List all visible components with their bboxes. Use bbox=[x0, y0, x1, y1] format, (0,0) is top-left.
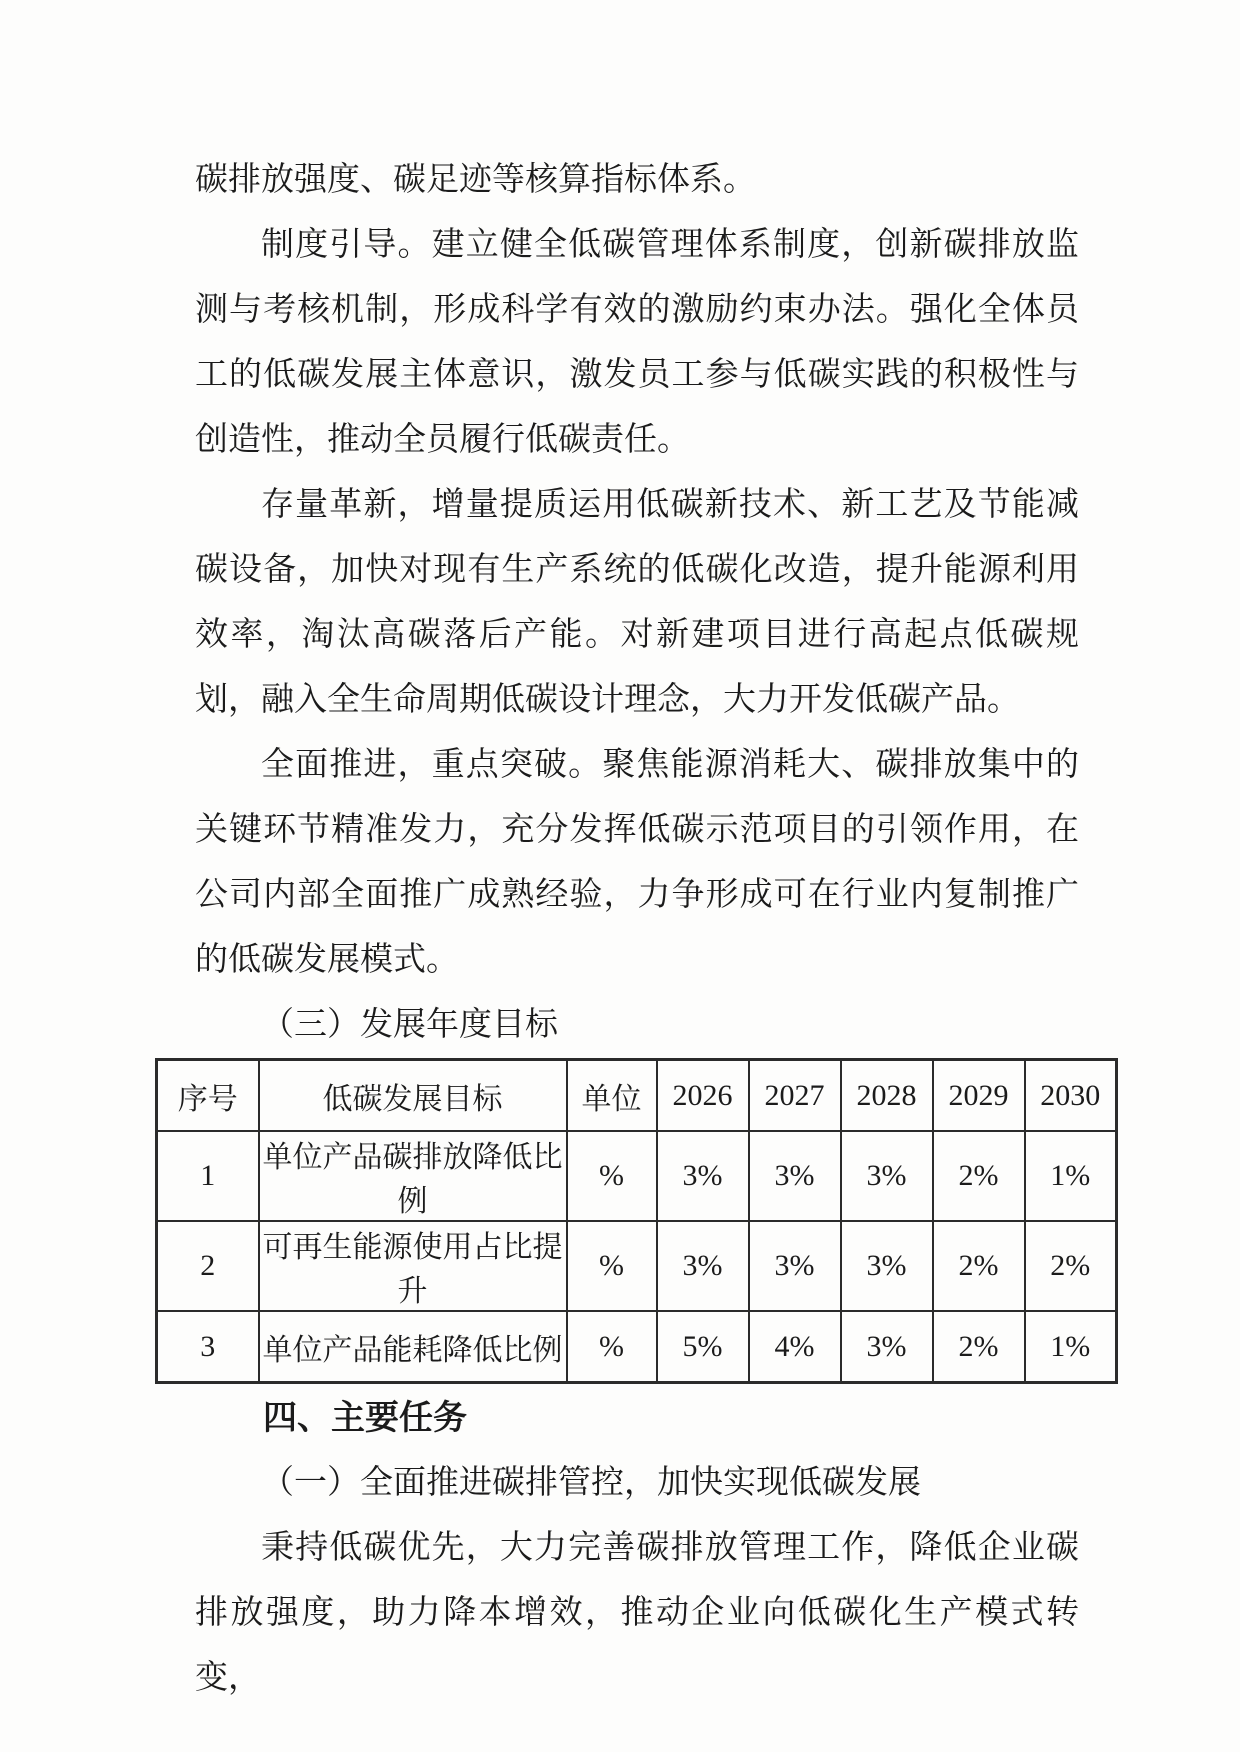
header-cell-2028: 2028 bbox=[841, 1060, 933, 1132]
cell-goal: 可再生能源使用占比提升 bbox=[259, 1221, 567, 1311]
cell-index: 2 bbox=[157, 1221, 259, 1311]
cell-2029: 2% bbox=[933, 1131, 1025, 1221]
paragraph-continuation: 碳排放强度、碳足迹等核算指标体系。 bbox=[195, 162, 756, 198]
table-row-carbon-emission bbox=[157, 1131, 1117, 1221]
section-heading-main-tasks: 四、主要任务 bbox=[263, 1400, 467, 1437]
paragraph-system-guidance: 制度引导。建立健全低碳管理体系制度，创新碳排放监测与考核机制，形成科学有效的激励约束办法。强化全体员工的低碳发展主体意识，激发员工参与低碳实践的积极性与创造性，推动全员履行低碳责任。 bbox=[195, 227, 1079, 458]
cell-unit: % bbox=[567, 1221, 657, 1311]
cell-2028: 3% bbox=[841, 1131, 933, 1221]
header-cell-unit: 单位 bbox=[567, 1060, 657, 1132]
cell-2028: 3% bbox=[841, 1221, 933, 1311]
cell-goal: 单位产品能耗降低比例 bbox=[259, 1311, 567, 1383]
cell-2027: 4% bbox=[749, 1311, 841, 1383]
cell-2026: 3% bbox=[657, 1221, 749, 1311]
cell-2027: 3% bbox=[749, 1221, 841, 1311]
cell-2027: 3% bbox=[749, 1131, 841, 1221]
table-row-energy-consumption bbox=[157, 1311, 1117, 1383]
header-cell-2027: 2027 bbox=[749, 1060, 841, 1132]
cell-2026: 3% bbox=[657, 1131, 749, 1221]
header-cell-2029: 2029 bbox=[933, 1060, 1025, 1132]
cell-2029: 2% bbox=[933, 1221, 1025, 1311]
cell-unit: % bbox=[567, 1311, 657, 1383]
cell-goal: 单位产品碳排放降低比例 bbox=[259, 1131, 567, 1221]
paragraph-adhere-low-carbon: 秉持低碳优先，大力完善碳排放管理工作，降低企业碳排放强度，助力降本增效，推动企业向低碳化生产模式转变， bbox=[195, 1530, 1079, 1696]
paragraph-stock-renewal: 存量革新，增量提质运用低碳新技术、新工艺及节能减碳设备，加快对现有生产系统的低碳化改造，提升能源利用效率，淘汰高碳落后产能。对新建项目进行高起点低碳规划，融入全生命周期低碳设计理念，大力开发低碳产品。 bbox=[195, 487, 1079, 718]
cell-2029: 2% bbox=[933, 1311, 1025, 1383]
section-heading-annual-targets: （三）发展年度目标 bbox=[261, 1007, 558, 1043]
header-cell-2030: 2030 bbox=[1025, 1060, 1117, 1132]
subsection-heading-carbon-control: （一）全面推进碳排管控，加快实现低碳发展 bbox=[261, 1465, 921, 1501]
cell-index: 1 bbox=[157, 1131, 259, 1221]
header-cell-index: 序号 bbox=[157, 1060, 259, 1132]
table-row-renewable-energy bbox=[157, 1221, 1117, 1311]
body-text-lower bbox=[0, 1384, 1240, 1711]
cell-unit: % bbox=[567, 1131, 657, 1221]
table-header-row bbox=[157, 1060, 1117, 1132]
cell-2030: 2% bbox=[1025, 1221, 1117, 1311]
cell-index: 3 bbox=[157, 1311, 259, 1383]
cell-2028: 3% bbox=[841, 1311, 933, 1383]
annual-targets-table bbox=[155, 1058, 1118, 1384]
paragraph-full-advance: 全面推进，重点突破。聚焦能源消耗大、碳排放集中的关键环节精准发力，充分发挥低碳示范项目的引领作用，在公司内部全面推广成熟经验，力争形成可在行业内复制推广的低碳发展模式。 bbox=[195, 747, 1079, 978]
cell-2026: 5% bbox=[657, 1311, 749, 1383]
cell-2030: 1% bbox=[1025, 1311, 1117, 1383]
header-cell-goal: 低碳发展目标 bbox=[259, 1060, 567, 1132]
header-cell-2026: 2026 bbox=[657, 1060, 749, 1132]
cell-2030: 1% bbox=[1025, 1131, 1117, 1221]
